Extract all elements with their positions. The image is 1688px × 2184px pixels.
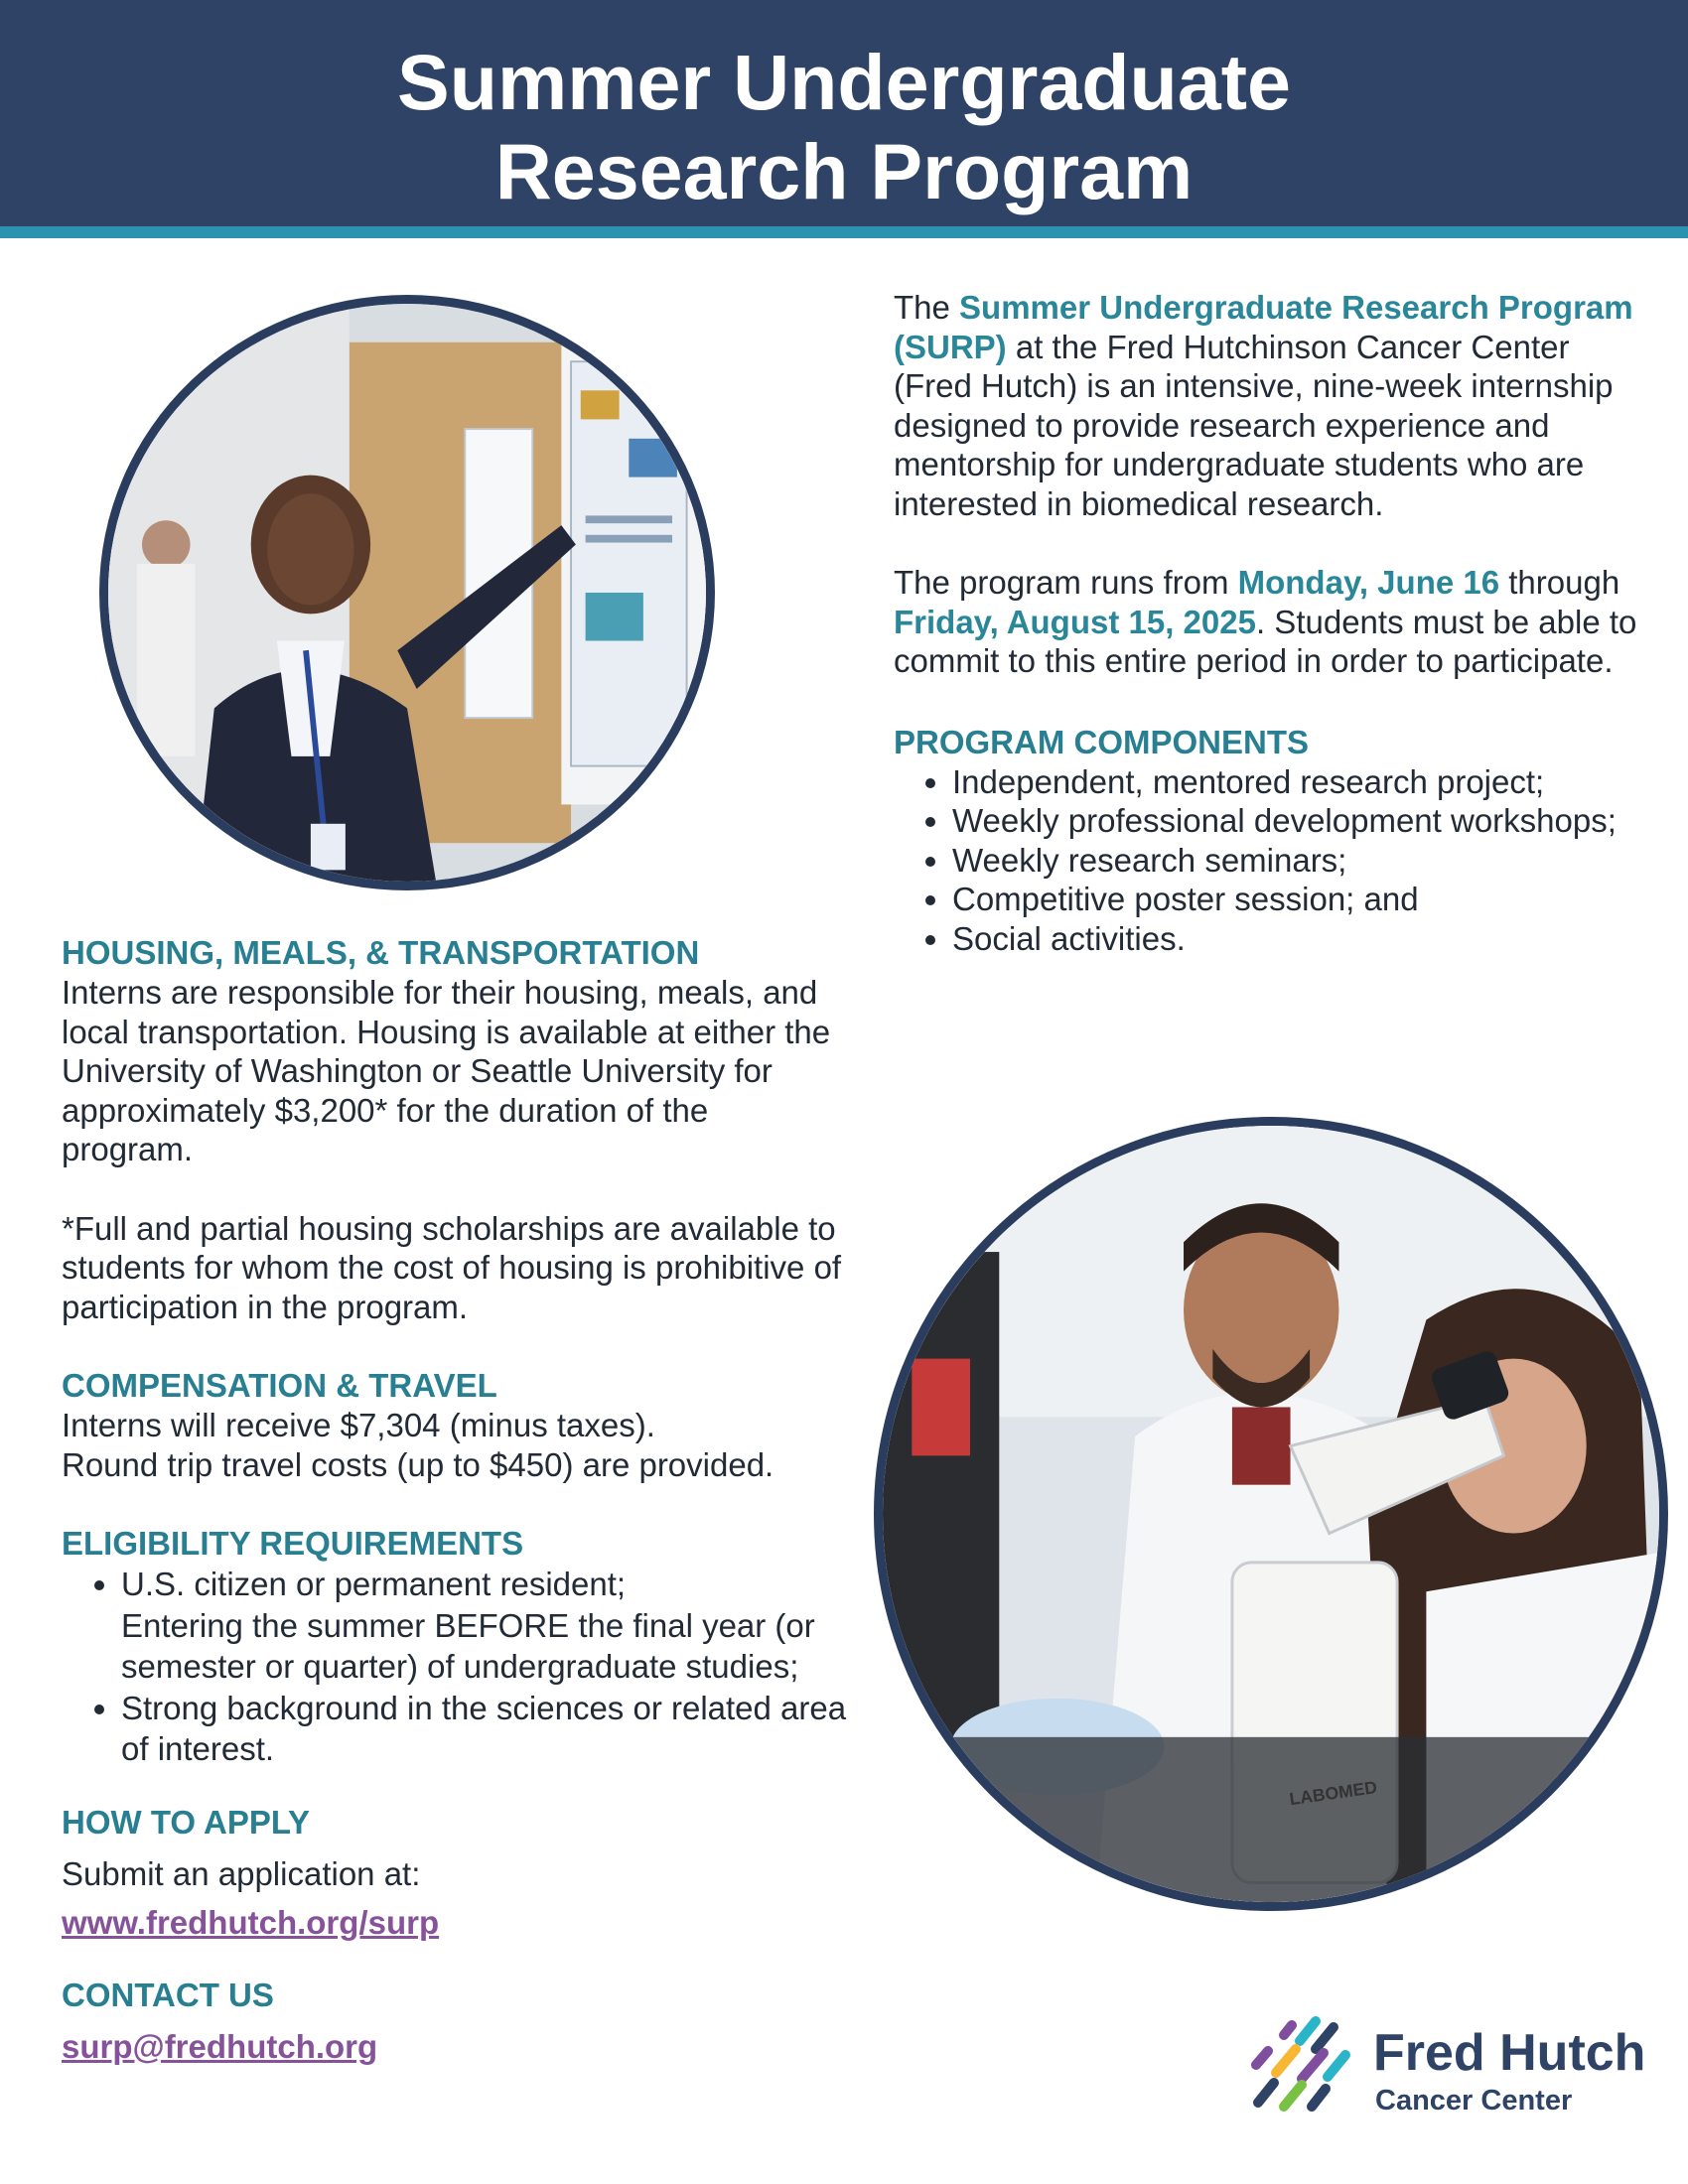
microscope-brand: LABOMED <box>1288 1777 1379 1810</box>
housing-heading: HOUSING, MEALS, & TRANSPORTATION <box>62 934 700 971</box>
dates-text-2: through <box>1499 564 1620 601</box>
apply-heading: HOW TO APPLY <box>62 1803 310 1841</box>
start-date: Monday, June 16 <box>1237 564 1500 601</box>
intro-text: at the Fred Hutchinson Cancer Center (Fred Hutch) is an intensive, nine-week internship designed to provide research experience and mentorship for undergraduate students who are interested in biomedical research. <box>894 328 1614 522</box>
logo-name: Fred Hutch <box>1373 2024 1646 2082</box>
list-item: • Strong background in the sciences or related area of interest. <box>121 1688 856 1770</box>
end-date: Friday, August 15, 2025 <box>894 603 1256 640</box>
page-title <box>0 0 1688 216</box>
list-item: • Weekly professional development workshops; <box>952 801 1648 841</box>
list-item: • Competitive poster session; and <box>952 880 1648 919</box>
list-item: • Weekly research seminars; <box>952 841 1648 881</box>
dates-text-3: . Students must be able to commit to this entire period in order to participate. <box>894 603 1637 679</box>
apply-text: Submit an application at: <box>62 1854 421 1892</box>
compensation-heading: COMPENSATION & TRAVEL <box>62 1367 497 1404</box>
dates-paragraph <box>894 563 1648 681</box>
contact-email-link[interactable]: surp@fredhutch.org <box>62 2027 378 2065</box>
student-presenting-poster-photo <box>99 295 715 890</box>
list-item: • Social activities. <box>952 919 1648 959</box>
intro-paragraph <box>894 288 1648 523</box>
title-line-1: Summer Undergraduate <box>397 38 1291 126</box>
housing-note: *Full and partial housing scholarships are available to students for whom the cost of housing is prohibitive of participation in the program. <box>62 1209 842 1325</box>
program-name: Summer Undergraduate Research Program (SURP) <box>894 289 1633 365</box>
intro-column <box>894 288 1648 958</box>
intro-the: The <box>894 289 960 326</box>
details-column <box>62 933 876 2066</box>
logo-subtitle: Cancer Center <box>1375 2085 1573 2116</box>
list-item: • Independent, mentored research project; <box>952 762 1648 802</box>
researchers-using-microscope-photo <box>874 1117 1668 1911</box>
compensation-line-2: Round trip travel costs (up to $450) are provided. <box>62 1445 774 1483</box>
dates-text-1: The program runs from <box>894 564 1238 601</box>
housing-body: Interns are responsible for their housing, meals, and local transportation. Housing is available at either the University of Washington or Seattle University for approximately $3,200* for the duration of the program. <box>62 974 831 1167</box>
fred-hutch-logo-mark-icon <box>1246 2013 1355 2122</box>
eligibility-item-1b: Entering the summer BEFORE the final year (or semester or quarter) of undergraduate studies; <box>121 1606 815 1685</box>
compensation-line-1: Interns will receive $7,304 (minus taxes). <box>62 1407 655 1443</box>
eligibility-heading: ELIGIBILITY REQUIREMENTS <box>62 1525 524 1562</box>
page-header <box>0 0 1688 238</box>
list-item <box>121 1564 856 1688</box>
eligibility-list <box>62 1564 856 1770</box>
apply-link[interactable]: www.fredhutch.org/surp <box>62 1904 440 1941</box>
contact-heading: CONTACT US <box>62 1976 274 2013</box>
components-heading: PROGRAM COMPONENTS <box>894 723 1310 760</box>
fred-hutch-logo <box>1246 2013 1663 2122</box>
components-list <box>894 762 1648 959</box>
title-line-2: Research Program <box>494 127 1194 215</box>
eligibility-item-1a: U.S. citizen or permanent resident; <box>121 1566 627 1602</box>
